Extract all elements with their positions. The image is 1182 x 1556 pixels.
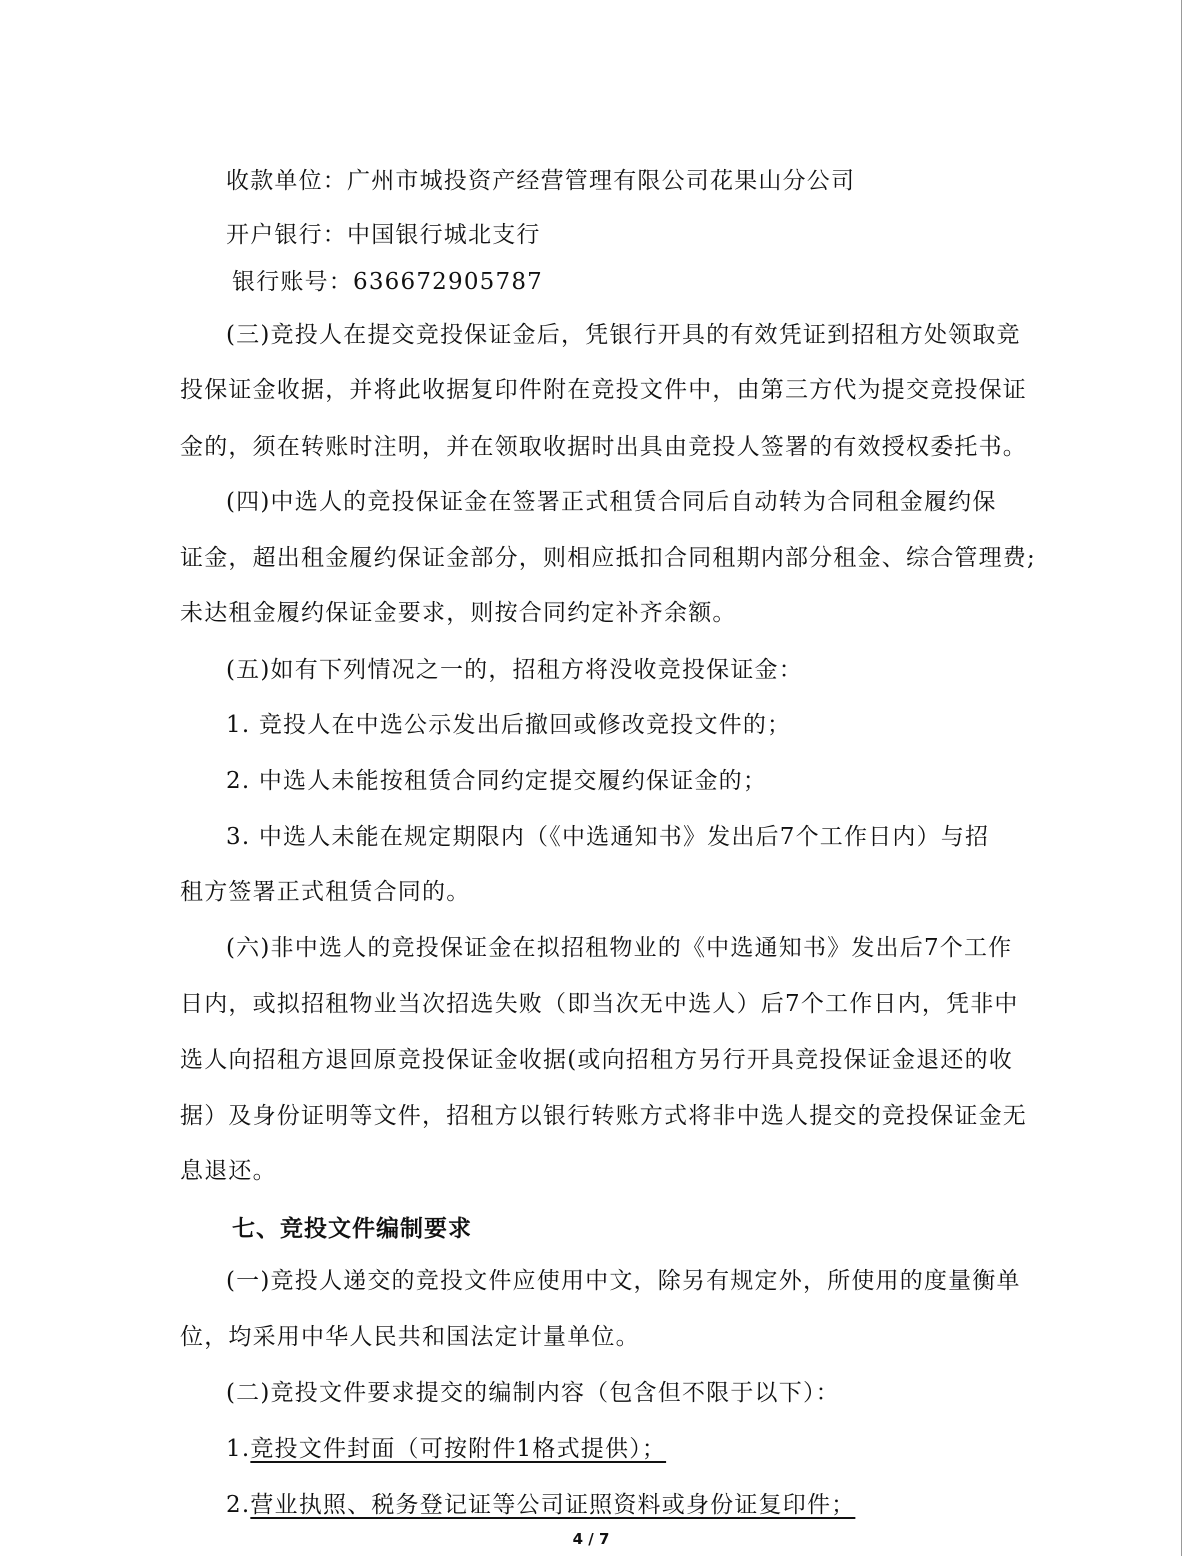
required-item-1-number: 1. xyxy=(226,1436,251,1462)
paragraph-5-line-1: (五)如有下列情况之一的，招租方将没收竞投保证金： xyxy=(226,657,803,683)
forfeit-item-3-line-2: 租方签署正式租赁合同的。 xyxy=(180,879,471,905)
paragraph-6-line-1: (六)非中选人的竞投保证金在拟招租物业的《中选通知书》发出后7个工作 xyxy=(226,935,1013,961)
required-item-1-text: 竞投文件封面（可按附件1格式提供）； xyxy=(250,1436,667,1462)
paragraph-6-line-3: 选人向招租方退回原竞投保证金收据(或向招租方另行开具竞投保证金退还的收 xyxy=(180,1047,1013,1073)
required-item-2-text: 营业执照、税务登记证等公司证照资料或身份证复印件； xyxy=(250,1492,856,1518)
bank-line: 开户银行：中国银行城北支行 xyxy=(226,222,541,248)
required-item-2-number: 2. xyxy=(226,1492,251,1518)
page-number: 4 / 7 xyxy=(572,1530,610,1548)
forfeit-item-3-line-1: 3. 中选人未能在规定期限内（《中选通知书》发出后7个工作日内）与招 xyxy=(226,824,990,850)
account-line: 银行账号：636672905787 xyxy=(232,269,543,295)
paragraph-3-line-2: 投保证金收据，并将此收据复印件附在竞投文件中，由第三方代为提交竞投保证 xyxy=(180,377,1027,403)
paragraph-3-line-3: 金的，须在转账时注明，并在领取收据时出具由竞投人签署的有效授权委托书。 xyxy=(180,434,1027,460)
paragraph-6-line-4: 据）及身份证明等文件，招租方以银行转账方式将非中选人提交的竞投保证金无 xyxy=(180,1103,1027,1129)
payee-line: 收款单位：广州市城投资产经营管理有限公司花果山分公司 xyxy=(226,168,856,194)
forfeit-item-1: 1. 竞投人在中选公示发出后撤回或修改竞投文件的； xyxy=(226,712,792,738)
paragraph-3-line-1: (三)竞投人在提交竞投保证金后，凭银行开具的有效凭证到招租方处领取竞 xyxy=(226,322,1021,348)
section-7-2-line-1: (二)竞投文件要求提交的编制内容（包含但不限于以下）： xyxy=(226,1380,840,1406)
paragraph-4-line-1: (四)中选人的竞投保证金在签署正式租赁合同后自动转为合同租金履约保 xyxy=(226,489,997,515)
section-7-1-line-2: 位，均采用中华人民共和国法定计量单位。 xyxy=(180,1324,640,1350)
forfeit-item-2: 2. 中选人未能按租赁合同约定提交履约保证金的； xyxy=(226,768,768,794)
paragraph-6-line-2: 日内，或拟招租物业当次招选失败（即当次无中选人）后7个工作日内，凭非中 xyxy=(180,991,1019,1017)
paragraph-4-line-3: 未达租金履约保证金要求，则按合同约定补齐余额。 xyxy=(180,600,737,626)
paragraph-4-line-2: 证金，超出租金履约保证金部分，则相应抵扣合同租期内部分租金、综合管理费; xyxy=(180,545,1036,571)
section-7-heading: 七、竞投文件编制要求 xyxy=(232,1216,472,1242)
paragraph-6-line-5: 息退还。 xyxy=(180,1158,277,1184)
section-7-1-line-1: (一)竞投人递交的竞投文件应使用中文，除另有规定外，所使用的度量衡单 xyxy=(226,1268,1021,1294)
required-item-1 xyxy=(226,1434,666,1464)
required-item-2 xyxy=(226,1490,855,1520)
